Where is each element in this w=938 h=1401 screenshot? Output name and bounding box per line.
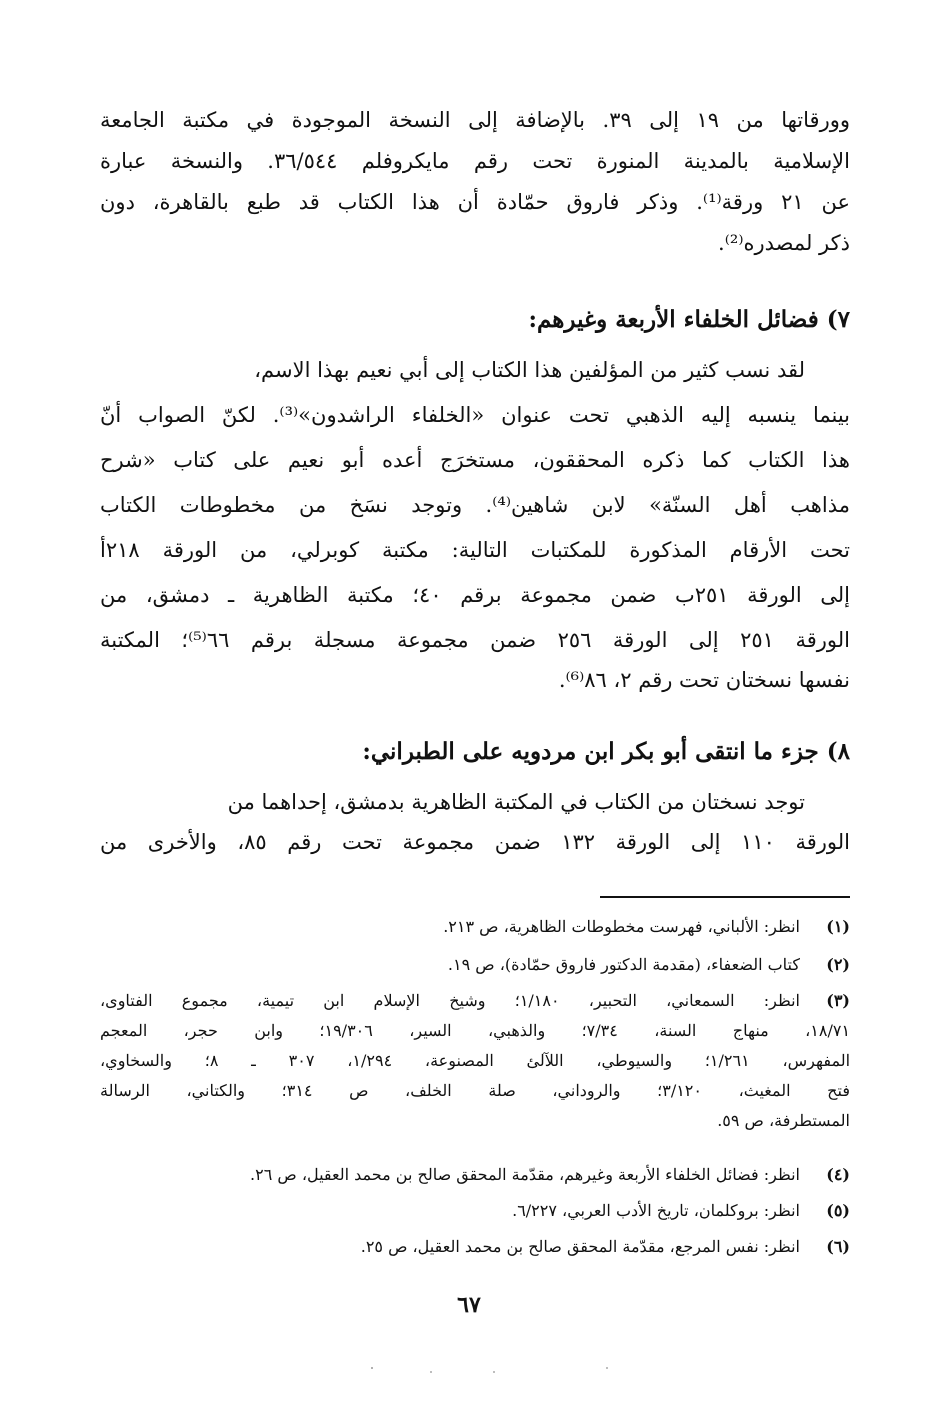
footnote-text: انظر: الألباني، فهرست مخطوطات الظاهرية، ص ٢١٣. — [443, 917, 800, 936]
paragraph-line: الورقة ٢٥١ إلى الورقة ٢٥٦ ضمن مجموعة مسجلة برقم ٦٦⁽⁵⁾؛ المكتبة — [100, 628, 850, 652]
footnote-text: انظر: بروكلمان، تاريخ الأدب العربي، ٦/٢٢٧. — [512, 1201, 800, 1220]
footnote-text: انظر: السمعاني، التحبير، ١/١٨٠؛ وشيخ الإسلام ابن تيمية، مجموع الفتاوى، — [100, 991, 800, 1010]
paragraph-line: وورقاتها من ١٩ إلى ٣٩. بالإضافة إلى النسخة الموجودة في مكتبة الجامعة — [100, 108, 850, 132]
footnote-text: ١٨/٧١، منهاج السنة، ٧/٣٤؛ والذهبي، السير، ١٩/٣٠٦؛ وابن حجر، المعجم — [100, 1021, 850, 1040]
footnote-number: (٦) — [826, 1237, 850, 1256]
paragraph-line: ذكر لمصدره⁽²⁾. — [718, 231, 850, 255]
footnote-text: انظر: نفس المرجع، مقدّمة المحقق صالح بن محمد العقيل، ص ٢٥. — [360, 1237, 800, 1256]
paragraph-line: عن ٢١ ورقة⁽¹⁾. وذكر فاروق حمّادة أن هذا الكتاب قد طبع بالقاهرة، دون — [100, 190, 850, 214]
footnote-text: انظر: فضائل الخلفاء الأربعة وغيرهم، مقدّمة المحقق صالح بن محمد العقيل، ص ٢٦. — [250, 1165, 800, 1184]
paragraph-line: إلى الورقة ٢٥١ب ضمن مجموعة برقم ٤٠؛ مكتبة الظاهرية ـ دمشق، من — [100, 583, 850, 607]
page-number: ٦٧ — [457, 1292, 481, 1318]
section-heading-7: ٧) فضائل الخلفاء الأربعة وغيرهم: — [528, 306, 850, 333]
paragraph-line: توجد نسختان من الكتاب في المكتبة الظاهرية بدمشق، إحداهما من — [227, 790, 805, 814]
footnote-number: (٣) — [826, 991, 850, 1010]
paragraph-line: تحت الأرقام المذكورة للمكتبات التالية: مكتبة كوبرلي، من الورقة ٢١٨أ — [100, 538, 850, 562]
paragraph-line: نفسها نسختان تحت رقم ٢، ٨٦⁽⁶⁾. — [558, 668, 850, 692]
footnote-number: (٢) — [826, 955, 850, 974]
paragraph-line: بينما ينسبه إليه الذهبي تحت عنوان «الخلفاء الراشدون»⁽³⁾. لكنّ الصواب أنّ — [100, 403, 850, 427]
paragraph-line: الإسلامية بالمدينة المنورة تحت رقم مايكروفلم ٣٦/٥٤٤. والنسخة عبارة — [100, 149, 850, 173]
footnote-text: المستطرفة، ص ٥٩. — [717, 1111, 850, 1130]
footnote-number: (١) — [826, 917, 850, 936]
footnote-number: (٤) — [826, 1165, 850, 1184]
footnote-separator — [600, 896, 850, 898]
section-heading-8: ٨) جزء ما انتقى أبو بكر ابن مردويه على الطبراني: — [362, 738, 850, 765]
footnote-text: كتاب الضعفاء، (مقدمة الدكتور فاروق حمّادة)، ص ١٩. — [447, 955, 800, 974]
paragraph-line: الورقة ١١٠ إلى الورقة ١٣٢ ضمن مجموعة تحت رقم ٨٥، والأخرى من — [100, 830, 850, 854]
paragraph-line: لقد نسب كثير من المؤلفين هذا الكتاب إلى أبي نعيم بهذا الاسم، — [254, 358, 805, 382]
footnote-number: (٥) — [826, 1201, 850, 1220]
footnote-text: فتح المغيث، ٣/١٢٠؛ والروداني، صلة الخلف، ص ٣١٤؛ والكتاني، الرسالة — [100, 1081, 850, 1100]
paragraph-line: مذاهب أهل السنّة» لابن شاهين⁽⁴⁾. وتوجد نسَخ من مخطوطات الكتاب — [100, 493, 850, 517]
paragraph-line: هذا الكتاب كما ذكره المحققون، مستخرَج أعده أبو نعيم على كتاب «شرح — [100, 448, 850, 472]
footnote-text: المفهرس، ١/٢٦١؛ والسيوطي، اللآلئ المصنوعة، ١/٢٩٤، ٣٠٧ ـ ٨؛ والسخاوي، — [100, 1051, 850, 1070]
